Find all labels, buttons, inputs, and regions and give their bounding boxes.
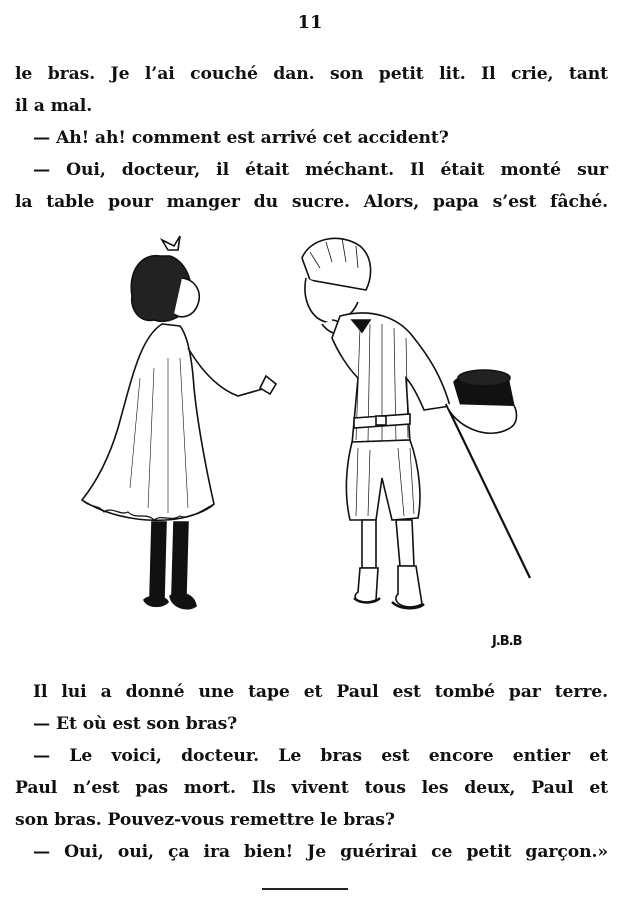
bottom-paragraphs [15, 676, 608, 868]
text-line: Paul n’est pas mort. Ils vivent tous les deux, Paul et [15, 778, 608, 798]
boy-figure [302, 238, 530, 608]
section-divider [262, 888, 348, 890]
page-number: 11 [297, 12, 323, 33]
text-line: — Oui, oui, ça ira bien! Je guérirai ce petit garçon.» [33, 842, 608, 862]
text-line: la table pour manger du sucre. Alors, papa s’est fâché. [15, 192, 608, 212]
illustration-girl-and-boy [70, 228, 550, 628]
text-line: — Oui, docteur, il était méchant. Il était monté sur [33, 160, 608, 180]
text-line: le bras. Je l’ai couché dan. son petit lit. Il crie, tant [15, 64, 608, 84]
text-line: — Le voici, docteur. Le bras est encore entier et [33, 746, 608, 766]
text-line: — Et où est son bras? [33, 714, 238, 734]
top-paragraphs [15, 58, 608, 218]
girl-figure [82, 236, 276, 609]
illustrator-signature: J.B.B [492, 634, 522, 649]
text-line: il a mal. [15, 96, 93, 116]
text-line: son bras. Pouvez-vous remettre le bras? [15, 810, 395, 830]
text-line: — Ah! ah! comment est arrivé cet accident? [33, 128, 449, 148]
text-line: Il lui a donné une tape et Paul est tombé par terre. [33, 682, 608, 702]
